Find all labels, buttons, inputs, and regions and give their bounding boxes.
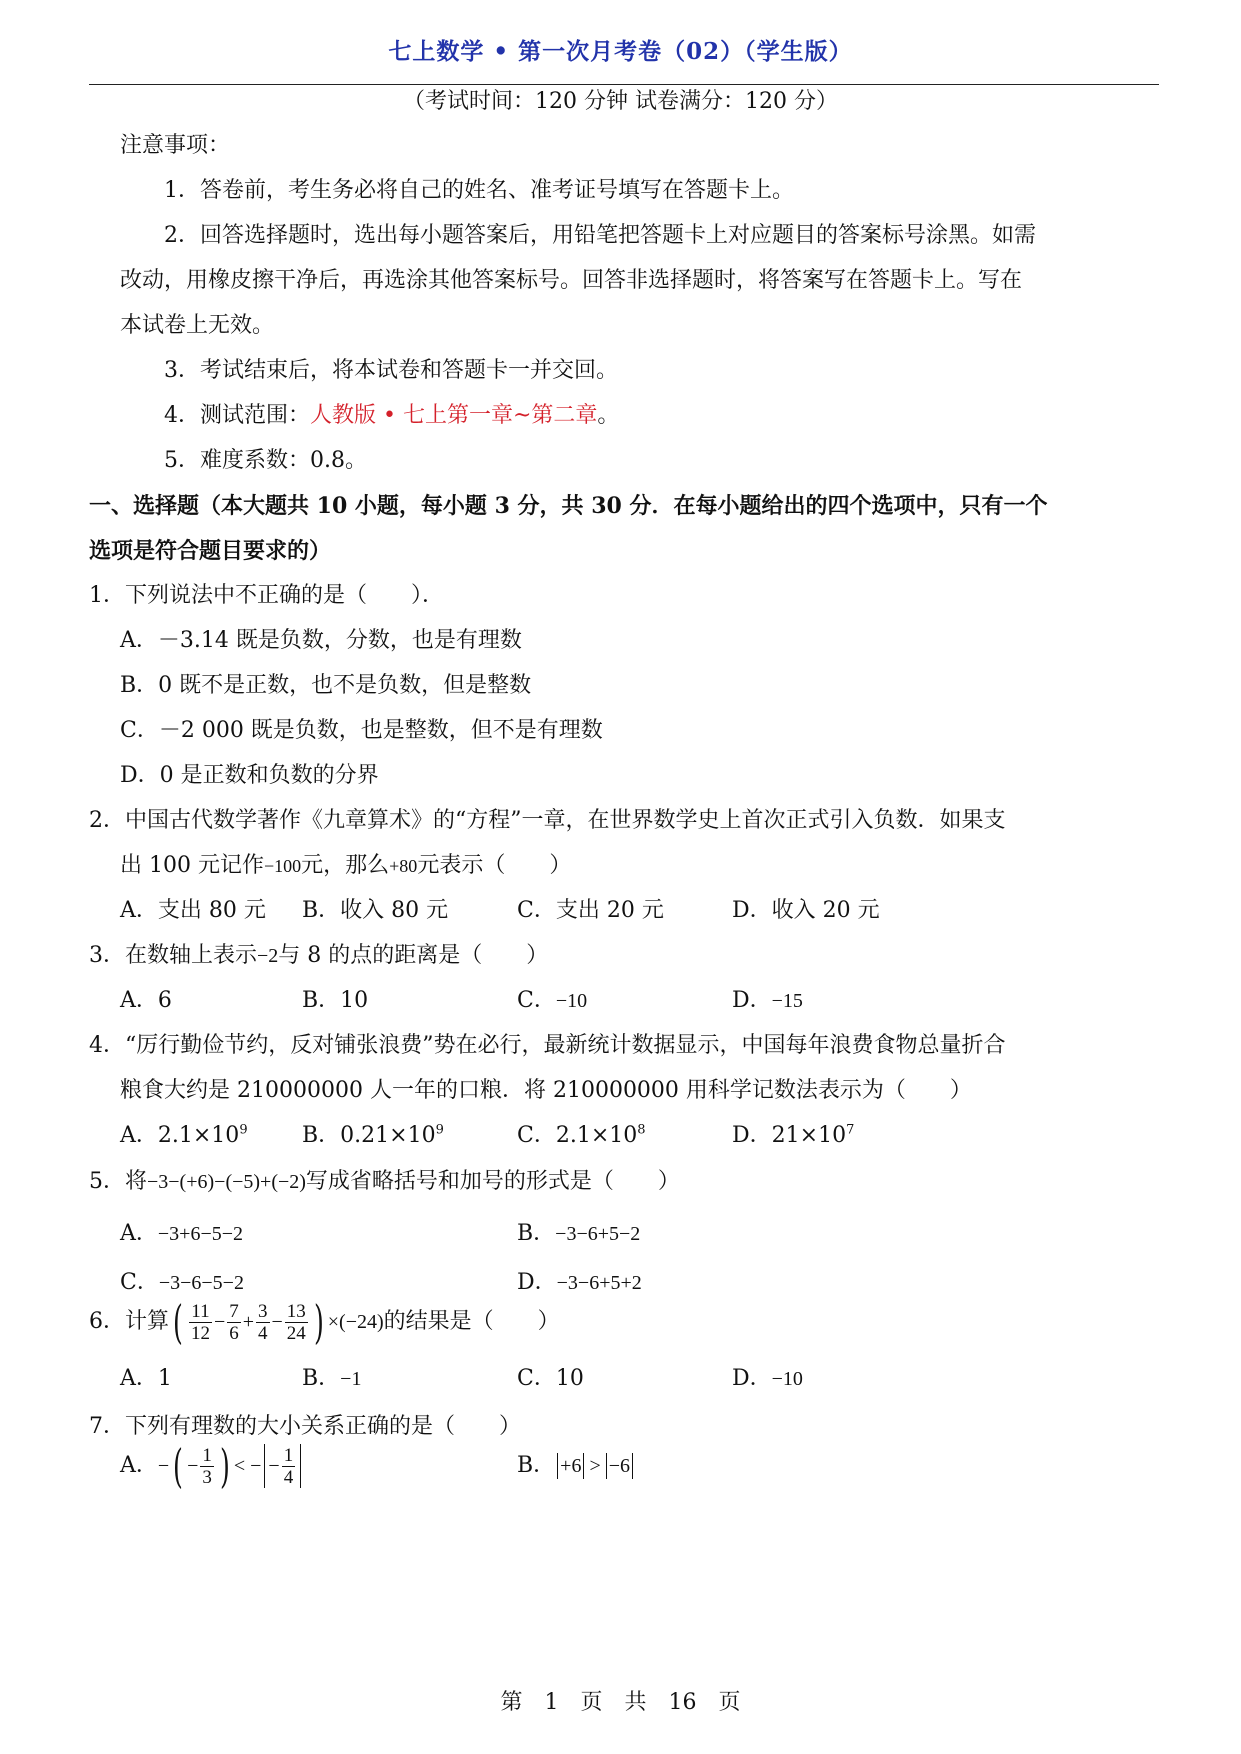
q7-b-compare: > — [589, 1455, 601, 1477]
q6-option-d-label: D． — [732, 1366, 772, 1391]
q3-option-d-label: D． — [732, 988, 772, 1013]
q7-a-lead-sign: − — [157, 1455, 170, 1477]
q7-stem: 7．下列有理数的大小关系正确的是（ ） — [89, 1414, 521, 1439]
q6-stem-math-tail: ×(−24) — [327, 1311, 384, 1333]
q1-option-b: B．0 既不是正数，也不是负数，但是整数 — [120, 673, 532, 698]
q6-option-b-math: −1 — [340, 1368, 362, 1390]
q2-stem-text-a: 出 100 元记作 — [120, 853, 264, 878]
q6-option-b-label: B． — [302, 1366, 341, 1391]
q2-option-b: B．收入 80 元 — [302, 898, 449, 923]
q5-option-a — [120, 1219, 243, 1249]
q3-option-d — [732, 986, 803, 1016]
q5-option-b-label: B． — [517, 1221, 556, 1246]
q6-stem-text-b: 的结果是（ ） — [383, 1309, 560, 1334]
q7-option-a-label: A． — [120, 1453, 158, 1478]
q7-a-abs-sign: − — [268, 1455, 280, 1477]
q6-stem — [89, 1296, 560, 1348]
notice-item-2-line1: 2．回答选择题时，选出每小题答案后，用铅笔把答题卡上对应题目的答案标号涂黑。如需 — [164, 223, 1037, 248]
q3-option-a: A．6 — [120, 988, 172, 1013]
q6-stem-text-a: 6．计算 — [89, 1309, 169, 1334]
q6-f2-num: 7 — [229, 1300, 239, 1322]
q4-option-c-exp: 8 — [637, 1122, 646, 1138]
q7-a-mid: < − — [233, 1455, 262, 1477]
q2-math-neg100: −100 — [263, 856, 302, 876]
q6-option-a: A．1 — [120, 1366, 172, 1391]
abs-bar-icon — [606, 1453, 607, 1479]
q4-option-b-base: B．0.21×10 — [302, 1123, 436, 1148]
q3-option-c — [517, 986, 587, 1016]
q6-option-c: C．10 — [517, 1366, 584, 1391]
q3-option-d-math: −15 — [771, 990, 803, 1012]
section-heading-line1: 一、选择题（本大题共 10 小题，每小题 3 分，共 30 分．在每小题给出的四个选项中，只有一个 — [89, 493, 1048, 519]
notice-item-1: 1．答卷前，考生务必将自己的姓名、准考证号填写在答题卡上。 — [164, 178, 794, 203]
q2-option-d: D．收入 20 元 — [732, 898, 880, 923]
q6-f2-den: 6 — [229, 1322, 239, 1344]
q7-a-f2-den: 4 — [283, 1466, 294, 1488]
notice-heading: 注意事项： — [120, 133, 231, 158]
q6-f3-den: 4 — [258, 1322, 268, 1344]
abs-bar-icon — [300, 1444, 301, 1488]
q6-op-1: − — [213, 1311, 226, 1333]
q3-stem-text-b: 与 8 的点的距离是（ ） — [278, 943, 549, 968]
q5-stem-math: −3−(+6)−(−5)+(−2) — [147, 1171, 306, 1193]
q5-option-c — [120, 1268, 244, 1298]
q4-option-d-exp: 7 — [846, 1122, 855, 1138]
q3-option-c-label: C． — [517, 988, 556, 1013]
q6-f1-den: 12 — [190, 1322, 210, 1344]
notice-item-5: 5．难度系数：0.8。 — [164, 448, 367, 473]
q4-stem-line1: 4．“厉行勤俭节约，反对铺张浪费”势在必行，最新统计数据显示，中国每年浪费食物总量折合 — [89, 1033, 1006, 1058]
q7-option-a — [120, 1440, 304, 1492]
q5-option-a-math: −3+6−5−2 — [157, 1223, 244, 1245]
q3-stem — [89, 941, 548, 971]
section-heading-line2: 选项是符合题目要求的） — [89, 538, 332, 564]
test-scope: 人教版 • 七上第一章~第二章 — [310, 403, 598, 428]
abs-bar-icon — [583, 1453, 584, 1479]
q6-fraction-1 — [189, 1301, 212, 1344]
right-paren-icon: ) — [313, 1295, 324, 1349]
q7-a-inner-sign: − — [187, 1455, 199, 1477]
q6-f3-num: 3 — [258, 1300, 268, 1322]
q6-op-2: + — [242, 1311, 255, 1333]
q5-stem-text-a: 5．将 — [89, 1169, 147, 1194]
q6-fraction-4 — [285, 1301, 308, 1344]
q4-option-d-base: D．21×10 — [732, 1123, 847, 1148]
right-paren-icon: ) — [219, 1439, 230, 1493]
q5-option-d-label: D． — [517, 1270, 557, 1295]
q2-option-c: C．支出 20 元 — [517, 898, 664, 923]
q5-option-b-math: −3−6+5−2 — [555, 1223, 641, 1245]
q4-option-b-exp: 9 — [435, 1122, 444, 1138]
header-divider — [89, 84, 1159, 85]
q4-stem-line2: 粮食大约是 210000000 人一年的口粮．将 210000000 用科学记数法表示为（ ） — [120, 1078, 972, 1103]
q4-option-c — [517, 1121, 646, 1151]
q1-option-a: A．－3.14 既是负数，分数，也是有理数 — [120, 628, 522, 653]
notice-item-4-suffix: 。 — [597, 403, 620, 428]
q4-option-c-base: C．2.1×10 — [517, 1123, 638, 1148]
q6-option-d — [732, 1364, 803, 1394]
q7-b-abs-2: −6 — [608, 1455, 631, 1477]
q6-f4-den: 24 — [286, 1322, 306, 1344]
q2-stem-line2 — [120, 851, 571, 881]
q7-option-b — [517, 1451, 635, 1481]
q3-option-b: B．10 — [302, 988, 369, 1013]
q6-fraction-3 — [256, 1301, 270, 1344]
q5-option-a-label: A． — [120, 1221, 158, 1246]
q2-stem-text-b: 元，那么 — [301, 853, 390, 878]
q5-option-c-math: −3−6−5−2 — [158, 1272, 244, 1294]
q2-option-a: A．支出 80 元 — [120, 898, 266, 923]
q7-a-f1-num: 1 — [202, 1444, 212, 1466]
q6-f4-num: 13 — [286, 1300, 306, 1322]
q4-option-d — [732, 1121, 854, 1151]
q6-option-d-math: −10 — [771, 1368, 803, 1390]
abs-bar-icon — [264, 1444, 265, 1488]
q1-option-d: D．0 是正数和负数的分界 — [120, 763, 379, 788]
document-title: 七上数学 • 第一次月考卷（02）（学生版） — [388, 38, 853, 65]
q7-option-b-label: B． — [517, 1453, 556, 1478]
q3-math-neg2: −2 — [257, 945, 279, 967]
notice-item-3: 3．考试结束后，将本试卷和答题卡一并交回。 — [164, 358, 618, 383]
q4-option-b — [302, 1121, 444, 1151]
abs-bar-icon — [632, 1453, 633, 1479]
notice-item-2-line2: 改动，用橡皮擦干净后，再选涂其他答案标号。回答非选择题时，将答案写在答题卡上。写在 — [120, 268, 1023, 293]
q5-stem-text-b: 写成省略括号和加号的形式是（ ） — [305, 1169, 680, 1194]
left-paren-icon: ( — [173, 1295, 183, 1349]
q5-stem — [89, 1167, 680, 1197]
notice-item-4-prefix: 4．测试范围： — [164, 403, 310, 428]
exam-info: （考试时间：120 分钟 试卷满分：120 分） — [403, 89, 838, 114]
q5-option-d — [517, 1268, 642, 1298]
notice-item-2-line3: 本试卷上无效。 — [120, 313, 275, 338]
q2-stem-line1: 2．中国古代数学著作《九章算术》的“方程”一章，在世界数学史上首次正式引入负数．如果支 — [89, 808, 1006, 833]
notice-item-4 — [164, 401, 619, 431]
q2-stem-text-c: 元表示（ ） — [417, 853, 572, 878]
left-paren-icon: ( — [173, 1439, 184, 1493]
q1-stem: 1．下列说法中不正确的是（ ）． — [89, 583, 444, 608]
abs-bar-icon — [557, 1453, 558, 1479]
q2-math-plus80: +80 — [389, 856, 418, 876]
q5-option-b — [517, 1219, 640, 1249]
q5-option-c-label: C． — [120, 1270, 159, 1295]
q7-a-f2-num: 1 — [283, 1444, 294, 1466]
q4-option-a-exp: 9 — [239, 1122, 248, 1138]
q7-a-fraction-2 — [282, 1445, 296, 1488]
q7-a-f1-den: 3 — [202, 1466, 212, 1488]
q3-option-c-math: −10 — [555, 990, 588, 1012]
q6-op-3: − — [271, 1311, 283, 1333]
page-footer: 第 1 页 共 16 页 — [500, 1690, 741, 1715]
q7-a-fraction-1 — [200, 1445, 214, 1488]
q6-option-b — [302, 1364, 361, 1394]
q3-stem-text-a: 3．在数轴上表示 — [89, 943, 257, 968]
q5-option-d-math: −3−6+5+2 — [556, 1272, 642, 1294]
q4-option-a — [120, 1121, 248, 1151]
q6-fraction-2 — [227, 1301, 241, 1344]
q4-option-a-base: A．2.1×10 — [120, 1123, 240, 1148]
q1-option-c: C．－2 000 既是负数，也是整数，但不是有理数 — [120, 718, 603, 743]
q7-b-abs-1: +6 — [560, 1455, 582, 1477]
q6-f1-num: 11 — [189, 1301, 212, 1323]
